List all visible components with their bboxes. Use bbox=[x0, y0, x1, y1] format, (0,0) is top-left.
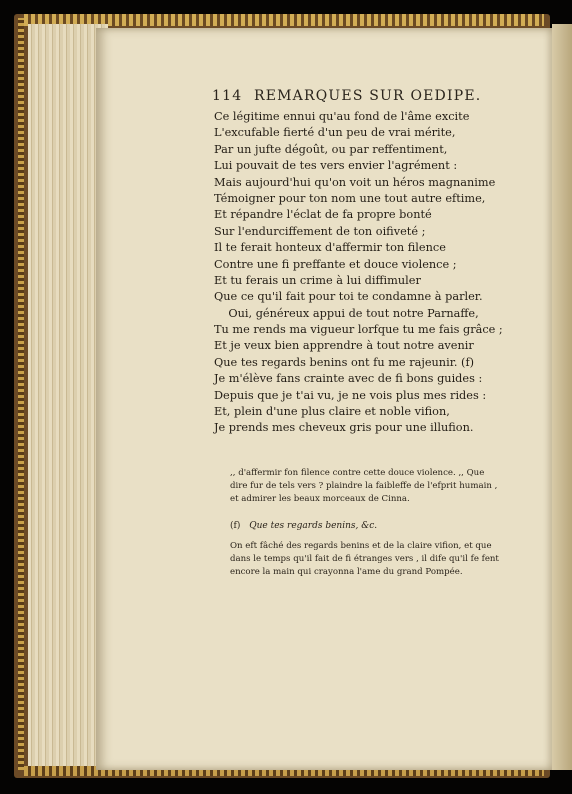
poem-line: L'excufable fierté d'un peu de vrai mérite, bbox=[214, 126, 456, 140]
poem-line: Ce légitime ennui qu'au fond de l'âme excite bbox=[214, 110, 470, 123]
poem-line: Et tu ferais un crime à lui diffimuler bbox=[214, 273, 421, 287]
poem-line: Mais aujourd'hui qu'on voit un héros magnanime bbox=[214, 175, 496, 189]
footnote-f-heading bbox=[230, 520, 492, 533]
footnote-mark: (f) bbox=[230, 521, 241, 531]
footnote-comment bbox=[230, 540, 499, 579]
poem-line: Que ce qu'il fait pour toi te condamne à parler. bbox=[214, 290, 483, 304]
poem-line: Je m'élève fans crainte avec de fi bons guides : bbox=[214, 372, 483, 386]
footnote-line: encore la main qui crayonna l'ame du grand Pompée. bbox=[230, 567, 463, 577]
poem-line: Par un jufte dégoût, ou par reffentiment, bbox=[214, 142, 448, 156]
page-number: 114 bbox=[212, 88, 243, 104]
footnote-quote bbox=[230, 467, 498, 506]
poem-line: Et répandre l'éclat de fa propre bonté bbox=[214, 208, 432, 222]
poem-line: Oui, généreux appui de tout notre Parnaffe, bbox=[214, 306, 479, 320]
poem-line: Et je veux bien apprendre à tout notre avenir bbox=[214, 339, 474, 353]
running-header bbox=[212, 88, 482, 104]
footnote-line: dans le temps qu'il fait de fi étranges vers , il dife qu'il fe fent bbox=[230, 554, 499, 564]
footnote-line: ,, d'affermir fon filence contre cette douce violence. ,, Que bbox=[230, 468, 485, 478]
poem-line: Que tes regards benins ont fu me rajeunir. (f) bbox=[214, 355, 475, 369]
footnote-line: et admirer les beaux morceaux de Cinna. bbox=[230, 494, 410, 504]
poem-line: Je prends mes cheveux gris pour une illufion. bbox=[214, 421, 474, 435]
poem-line: Tu me rends ma vigueur lorfque tu me fais grâce ; bbox=[214, 323, 503, 337]
poem-line: Et, plein d'une plus claire et noble vifion, bbox=[214, 405, 450, 419]
footnote-lemma: Que tes regards benins, &c. bbox=[249, 521, 378, 531]
spine-gilt-edge bbox=[18, 18, 24, 770]
footnote-line: On eft fâché des regards benins et de la claire vifion, et que bbox=[230, 541, 492, 551]
poem-line: Lui pouvait de tes vers envier l'agrément : bbox=[214, 159, 458, 173]
poem-line: Contre une fi preffante et douce violence ; bbox=[214, 257, 457, 271]
poem-line: Sur l'endurciffement de ton oifiveté ; bbox=[214, 224, 426, 238]
facing-page-edge bbox=[552, 24, 572, 770]
footnote-line: dire fur de tels vers ? plaindre la faibleffe de l'efprit humain , bbox=[230, 481, 498, 491]
poem-line: Il te ferait honteux d'affermir ton filence bbox=[214, 241, 446, 255]
running-title: REMARQUES SUR OEDIPE. bbox=[253, 88, 482, 104]
footnotes bbox=[230, 467, 499, 579]
poem-block bbox=[214, 109, 514, 437]
poem-line: Témoigner pour ton nom une tout autre eftime, bbox=[214, 191, 486, 205]
poem-line: Depuis que je t'ai vu, je ne vois plus mes rides : bbox=[214, 388, 487, 402]
